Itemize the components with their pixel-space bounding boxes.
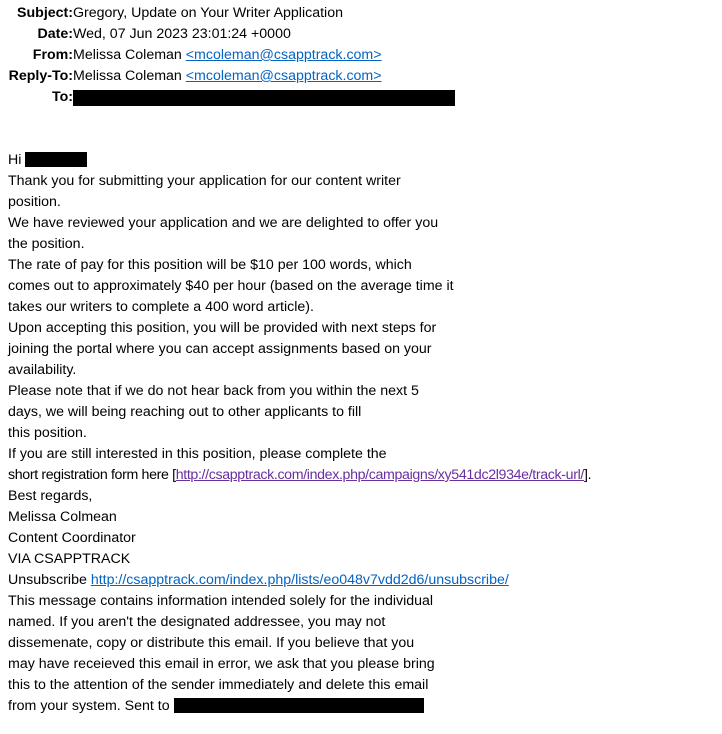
body-line: this position. (8, 425, 87, 441)
sent-to-line (8, 696, 722, 717)
reply-to-email-link[interactable]: <mcoleman@csapptrack.com> (185, 68, 382, 84)
subject-value: Gregory, Update on Your Writer Application (73, 5, 343, 21)
body-line: We have reviewed your application and we are delighted to offer you (8, 215, 439, 231)
body-line: The rate of pay for this position will be $10 per 100 words, which (8, 257, 412, 273)
signer-name: Melissa Colmean (8, 509, 117, 525)
date-value: Wed, 07 Jun 2023 23:01:24 +0000 (73, 26, 291, 42)
body-line: comes out to approximately $40 per hour (based on the average time it (8, 278, 454, 294)
disclaimer-line: dissemenate, copy or distribute this email. If you believe that you (8, 635, 415, 651)
signoff-line: Best regards, (8, 488, 93, 504)
body-line: Upon accepting this position, you will be provided with next steps for (8, 320, 437, 336)
from-row (0, 45, 455, 66)
body-line: Thank you for submitting your application for our content writer (8, 173, 401, 189)
body-line: joining the portal where you can accept assignments based on your (8, 341, 432, 357)
from-label: From: (32, 47, 73, 63)
to-label: To: (51, 89, 73, 105)
form-link-prefix: short registration form here [ (8, 467, 176, 483)
greeting-name-redaction (25, 152, 87, 167)
subject-row (0, 3, 455, 24)
date-row (0, 24, 455, 45)
signer-title: Content Coordinator (8, 530, 136, 546)
greeting-line (8, 150, 722, 171)
body-line: If you are still interested in this position, please complete the (8, 446, 387, 462)
unsubscribe-label: Unsubscribe (8, 572, 87, 588)
form-link-line (8, 465, 722, 486)
to-redaction (73, 90, 455, 106)
from-name: Melissa Coleman (73, 47, 182, 63)
form-link-suffix: ]. (583, 467, 592, 483)
greeting: Hi (8, 152, 22, 168)
reply-to-row (0, 66, 455, 87)
subject-label: Subject: (17, 5, 73, 21)
body-line: the position. (8, 236, 85, 252)
email-header (0, 3, 455, 108)
body-line: availability. (8, 362, 77, 378)
email-body (8, 150, 722, 717)
body-line: position. (8, 194, 61, 210)
body-line: Please note that if we do not hear back from you within the next 5 (8, 383, 419, 399)
to-row (0, 87, 455, 108)
unsubscribe-link[interactable]: http://csapptrack.com/index.php/lists/eo048v7vdd2d6/unsubscribe/ (90, 572, 509, 588)
reply-to-label: Reply-To: (8, 68, 73, 84)
disclaimer-line: may have receieved this email in error, we ask that you please bring (8, 656, 435, 672)
signer-org: VIA CSAPPTRACK (8, 551, 131, 567)
disclaimer-line: named. If you aren't the designated addressee, you may not (8, 614, 386, 630)
body-line: days, we will being reaching out to other applicants to fill (8, 404, 362, 420)
sent-to-redaction (174, 698, 424, 713)
disclaimer-line: This message contains information intended solely for the individual (8, 593, 434, 609)
date-label: Date: (37, 26, 73, 42)
from-email-link[interactable]: <mcoleman@csapptrack.com> (185, 47, 382, 63)
registration-form-link[interactable]: http://csapptrack.com/index.php/campaigns/xy541dc2l934e/track-url/ (175, 467, 584, 483)
body-line: takes our writers to complete a 400 word article). (8, 299, 314, 315)
unsubscribe-line (8, 570, 722, 591)
disclaimer-line: this to the attention of the sender immediately and delete this email (8, 677, 429, 693)
sent-to-prefix: from your system. Sent to (8, 698, 170, 714)
reply-to-name: Melissa Coleman (73, 68, 182, 84)
